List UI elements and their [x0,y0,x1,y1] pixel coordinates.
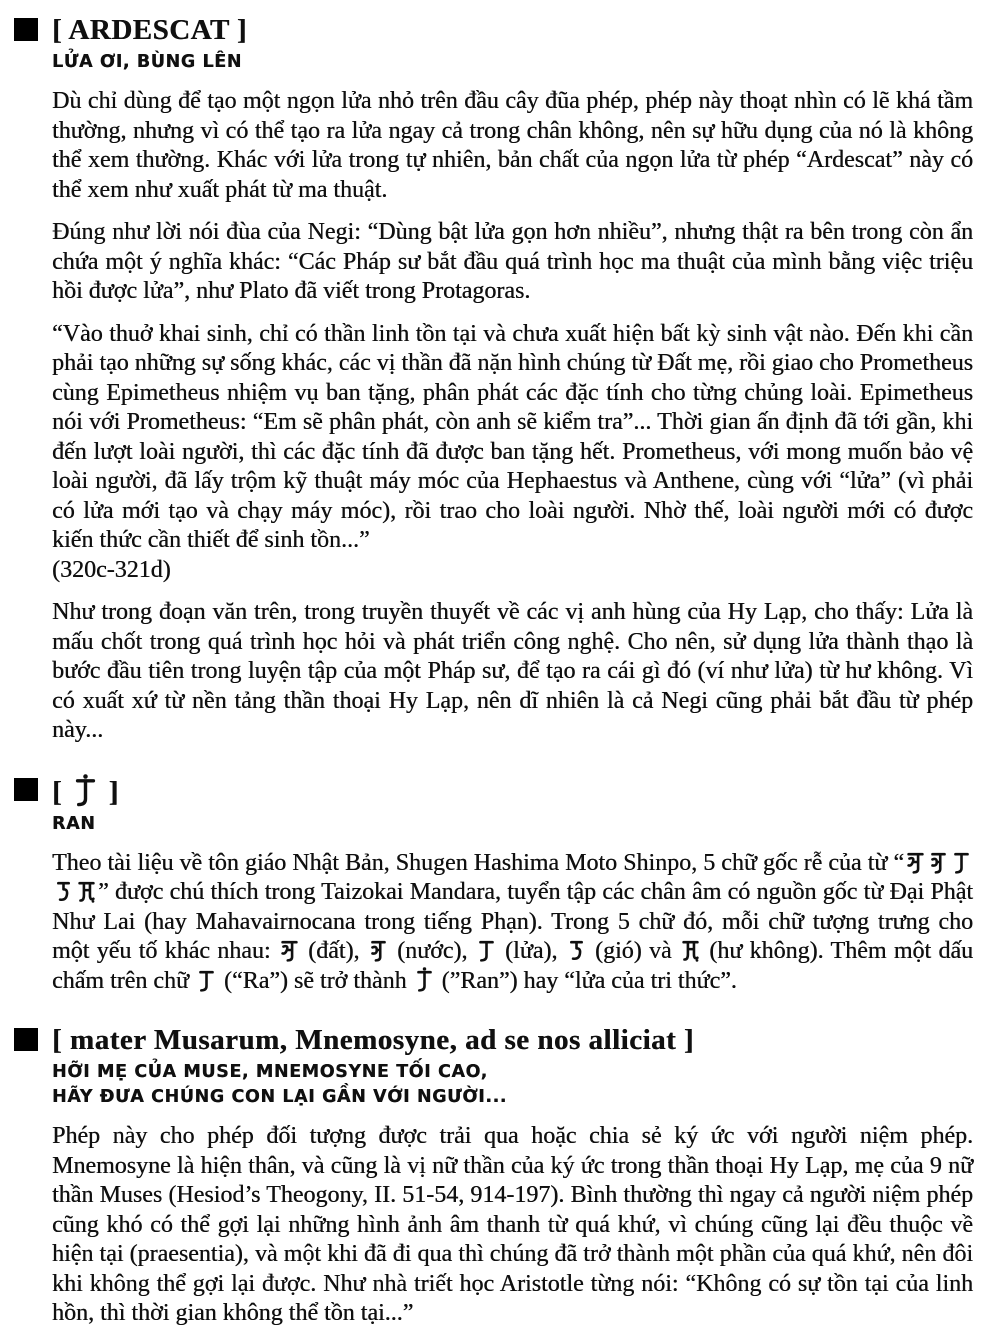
siddham-a-glyph [906,849,925,875]
section-heading-row [14,14,973,46]
siddham-ra-glyph [952,849,971,875]
section-subtitle: LỬA ƠI, BÙNG LÊN [52,52,242,72]
section-body [52,50,973,746]
section-subtitle: RAN [52,813,96,834]
section-mnemosyne [14,1024,973,1329]
body-paragraph: “Vào thuở khai sinh, chỉ có thần linh tồn tại và chưa xuất hiện bất kỳ sinh vật nào. Đến khi cần phải tạo những sự sống khác, các vị thần đã nặn hình chúng từ Đất mẹ, rồi giao cho Prometheus cùng Epimetheus nhiệm vụ ban tặng, phân phát các đặc tính cho từng chủng loài. Epimetheus nói với Prometheus: “Em sẽ phân phát, còn anh sẽ kiểm tra”... Thời gian ấn định đã tới gần, khi đến lượt loài người, thì các đặc tính đã được ban tặng hết. Prometheus, với mong muốn bảo vệ loài người, đã lấy trộm kỹ thuật máy móc của Hephaestus và Anthene, cùng với “lửa” (vì phải có lửa mới tạo và chạy máy móc), rồi trao cho loài người. Nhờ thế, loài người mới có được kiến thức cần thiết để sinh tồn...” (320c-321d) [52,320,973,583]
section-body [52,1060,973,1329]
siddham-va-glyph [369,937,388,963]
section-subtitle: HÃY ĐƯA CHÚNG CON LẠI GẦN VỚI NGƯỜI... [52,1087,508,1107]
section-ardescat [14,14,973,746]
black-square-bullet-icon [14,1028,38,1051]
black-square-bullet-icon [14,778,38,801]
siddham-ra-glyph [197,967,216,993]
body-paragraph: Theo tài liệu về tôn giáo Nhật Bản, Shugen Hashima Moto Shinpo, 5 chữ gốc rễ của từ “ ” được chú thích trong Taizokai Mandara, tuyển tập các chân âm có nguồn gốc từ Đại Phật Như Lai (hay Mahavairnocana trong tiếng Phạn). Trong 5 chữ đó, mỗi chữ tượng trưng cho một yếu tố khác nhau: (đất), (nước), (lửa), (gió) và (hư không). Thêm một dấu chấm trên chữ (“Ra”) sẽ trở thành (”Ran”) hay “lửa của tri thức”. [52,849,974,994]
section-body [52,812,973,997]
section-title: [ ] [52,775,119,808]
siddham-ha-glyph [567,937,586,963]
siddham-ha-glyph [54,878,73,904]
siddham-kha-glyph [681,937,700,963]
siddham-ra-glyph [477,937,496,963]
black-square-bullet-icon [14,18,38,41]
section-subtitle: HỠI MẸ CỦA MUSE, MNEMOSYNE TỐI CAO, [52,1062,488,1082]
section-ran [14,774,973,997]
siddham-ran-glyph [73,774,98,808]
section-heading-row [14,1024,973,1056]
siddham-kha-glyph [77,878,96,904]
section-title: [ ARDESCAT ] [52,14,248,46]
siddham-ran-glyph [415,967,434,993]
body-paragraph: Dù chỉ dùng để tạo một ngọn lửa nhỏ trên đầu cây đũa phép, phép này thoạt nhìn có lẽ khá tầm thường, nhưng vì có thể tạo ra lửa ngay cả trong chân không, nên sự hữu dụng của nó là không thể xem thường. Khác với lửa trong tự nhiên, bản chất của ngọn lửa từ phép “Ardescat” này có thể xem như xuất phát từ ma thuật. [52,88,973,203]
body-paragraph: Như trong đoạn văn trên, trong truyền thuyết về các vị anh hùng của Hy Lạp, cho thấy: Lửa là mấu chốt trong quá trình học hỏi và phát triển công nghệ. Cho nên, sử dụng lửa thành thạo là bước đầu tiên trong luyện tập của một Pháp sư, để tạo ra cái gì đó (ví như lửa) từ hư không. Vì có xuất xứ từ nền tảng thần thoại Hy Lạp, nên dĩ nhiên là cả Negi cũng phải bắt đầu từ phép này... [52,599,973,743]
body-paragraph: Phép này cho phép đối tượng được trải qua hoặc chia sẻ ký ức với người niệm phép. Mnemosyne là hiện thân, và cũng là vị nữ thần của ký ức trong thần thoại Hy Lạp, mẹ của 9 nữ thần Muses (Hesiod’s Theogony, II. 51-54, 914-197). Bình thường thì ngay cả người niệm phép cũng khó có thể gợi lại những hình ảnh âm thanh từ quá khứ, vì chúng cũng lại đều thuộc về hiện tại (praesentia), và một khi đã đi qua thì chúng đã trở thành một phần của quá khứ, nên đôi khi không thể gợi lại được. Như nhà triết học Aristotle từng nói: “Không có sự tồn tại của linh hồn, thì thời gian không thể tồn tại...” [52,1123,973,1326]
section-heading-row [14,774,973,808]
siddham-a-glyph [280,937,299,963]
body-paragraph: Đúng như lời nói đùa của Negi: “Dùng bật lửa gọn hơn nhiều”, nhưng thật ra bên trong còn ẩn chứa một ý nghĩa khác: “Các Pháp sư bắt đầu quá trình học ma thuật của mình bằng việc triệu hồi được lửa”, như Plato đã viết trong Protagoras. [52,219,973,304]
section-title: [ mater Musarum, Mnemosyne, ad se nos alliciat ] [52,1024,695,1056]
siddham-va-glyph [929,849,948,875]
